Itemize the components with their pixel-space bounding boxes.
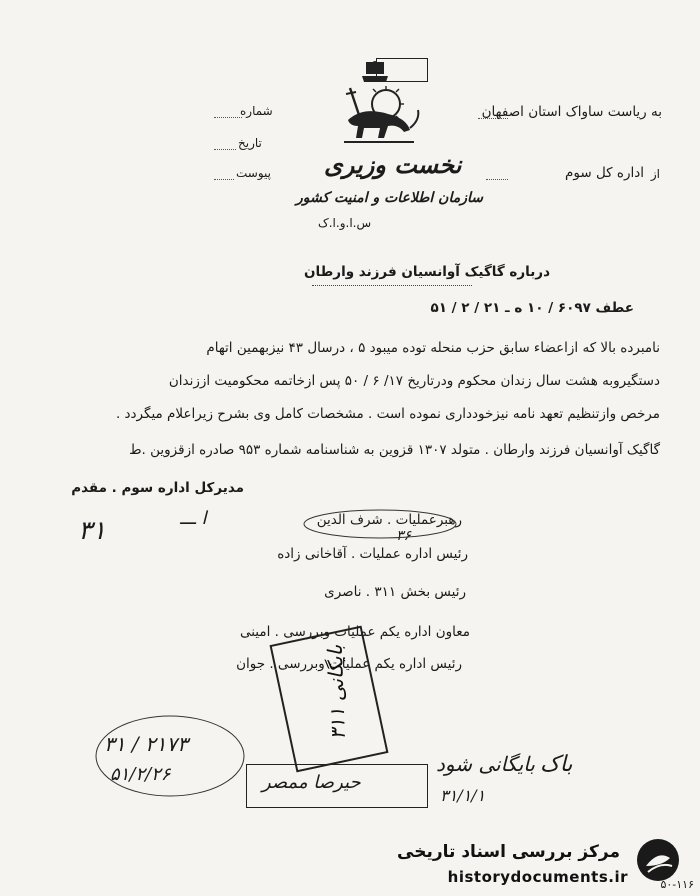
subject-line: درباره گاگیک آوانسیان فرزند وارطان <box>303 264 550 280</box>
org-code: س.ا.و.ا.ک <box>318 216 372 230</box>
routing-line-5: رئیس اداره یکم عملیات وبررسی . جوان <box>236 656 462 672</box>
paragraph-line-3: مرخص وازتنظیم تعهد نامه نیزخودداری نموده است . مشخصات کامل وی بشرح زیراعلام میگردد . <box>115 406 660 422</box>
watermark-title: مرکز بررسی اسناد تاریخی <box>397 842 620 862</box>
number-dots <box>214 117 242 118</box>
to-line: به ریاست ساواک استان اصفهان <box>481 104 662 120</box>
paragraph-line-4: گاگیک آوانسیان فرزند وارطان . متولد ۱۳۰۷ قزوین به شناسنامه شماره ۹۵۳ صادره ازقزوین .ط <box>129 442 660 458</box>
date-label: تاریخ <box>238 136 262 150</box>
org-subtitle: سازمان اطلاعات و امنیت کشور <box>296 190 483 206</box>
org-title: نخست وزیری <box>324 150 462 179</box>
subject-underline <box>312 285 472 286</box>
number-label: شماره <box>240 104 273 118</box>
handwritten-number-2: ۵۱/۲/۲۶ <box>110 764 171 785</box>
handwritten-right-scrawl: باک <box>540 752 573 777</box>
from-dots <box>486 179 508 180</box>
handwritten-bottom-note: بایگانی شود <box>436 752 535 776</box>
bottom-name-box-text: حیرصا ممصر <box>262 772 361 793</box>
from-prefix: از <box>650 167 660 181</box>
reference-line: عطف ۶۰۹۷ / ۱۰ ه ـ ۲۱ / ۲ / ۵۱ <box>430 300 634 316</box>
watermark-page-code: ۵۰-۱۱۶ <box>660 878 694 891</box>
routing-line-2: رئیس اداره عملیات . آقاخانی زاده <box>277 546 468 562</box>
paragraph-line-2: دستگیروبه هشت سال زندان محکوم ودرتاریخ ۱۷/ ۶ / ۵۰ پس ازخاتمه محکومیت اززندان <box>168 373 660 389</box>
handwritten-number-1: ۳۱ / ۲۱۷۳ <box>104 732 188 756</box>
archive-stamp <box>270 626 389 773</box>
handwritten-bottom-note-2: ۳۱/۱/۱ <box>440 786 486 805</box>
routing-line-3: رئیس بخش ۳۱۱ . ناصری <box>324 584 466 600</box>
from-line: اداره کل سوم <box>565 165 644 181</box>
to-dots <box>478 118 508 119</box>
handwritten-date-mark: ۳۶ <box>396 528 412 544</box>
attachment-dots <box>214 179 234 180</box>
signature-scribble <box>300 506 460 546</box>
routing-line-4: معاون اداره یکم عملیات وبررسی . امینی <box>239 624 470 640</box>
signature-line: مدیرکل اداره سوم . مقدم <box>71 480 244 496</box>
archive-stamp-text: بایگانی ۳۱۱ <box>322 644 351 741</box>
handwritten-initial-mark: ا ـــ <box>180 508 207 529</box>
attachment-label: پیوست <box>236 166 271 180</box>
watermark-url: historydocuments.ir <box>447 868 628 886</box>
watermark-logo-icon <box>634 836 682 884</box>
routing-line-1: رهبرعملیات . شرف الدین <box>316 512 462 528</box>
paragraph-line-1: نامبرده بالا که ازاعضاء سابق حزب منحله توده میبود ۵ ، درسال ۴۳ نیزبهمین اتهام <box>206 340 660 356</box>
handwritten-top-left-note: ۳۱ <box>78 516 106 546</box>
date-dots <box>214 149 236 150</box>
handwritten-circle <box>90 712 250 802</box>
